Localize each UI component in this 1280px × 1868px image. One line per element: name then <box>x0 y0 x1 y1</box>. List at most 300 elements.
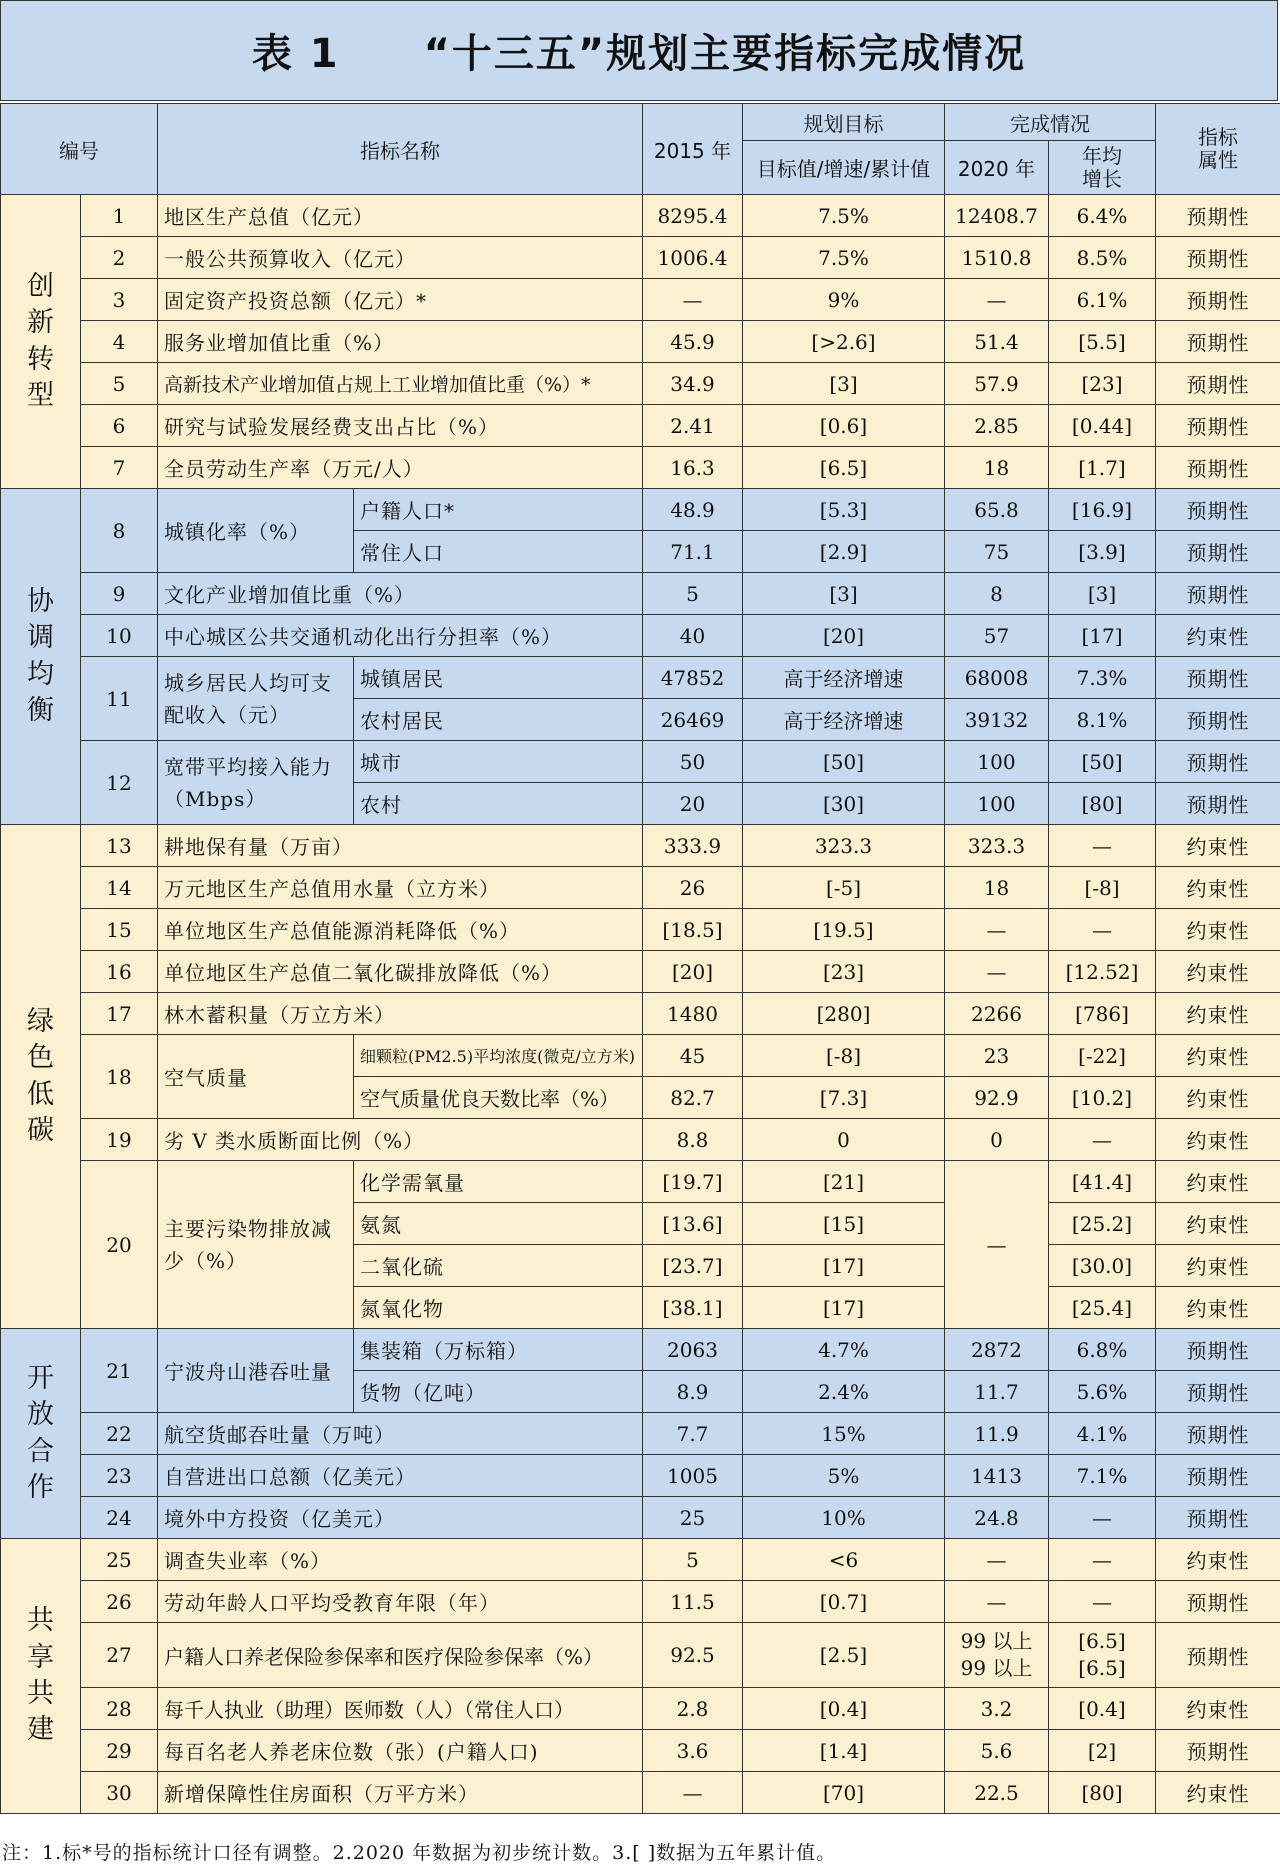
row-target: 10% <box>743 1497 945 1539</box>
row-subname: 细颗粒(PM2.5)平均浓度(微克/立方米) <box>354 1035 643 1077</box>
row-target: 高于经济增速 <box>743 699 945 741</box>
row-2020: — <box>945 279 1049 321</box>
row-target: 高于经济增速 <box>743 657 945 699</box>
row-avg: 7.3% <box>1049 657 1156 699</box>
row-avg: [80] <box>1049 783 1156 825</box>
row-avg: [16.9] <box>1049 489 1156 531</box>
row-no: 7 <box>81 447 158 489</box>
row-attr: 约束性 <box>1156 867 1280 909</box>
row-name: 每千人执业（助理）医师数（人）（常住人口） <box>158 1688 643 1730</box>
table-row <box>1 1455 1280 1497</box>
row-2015: 8295.4 <box>643 195 743 237</box>
row-target: 5% <box>743 1455 945 1497</box>
row-2020: 323.3 <box>945 825 1049 867</box>
table-row <box>1 279 1280 321</box>
row-2020: — <box>945 1539 1049 1581</box>
header-plan: 规划目标 <box>743 104 945 141</box>
row-avg: — <box>1049 1119 1156 1161</box>
row-attr: 约束性 <box>1156 1119 1280 1161</box>
row-avg: 5.6% <box>1049 1371 1156 1413</box>
category-innovation <box>1 195 81 489</box>
row-2015: [19.7] <box>643 1161 743 1203</box>
row-2015: 20 <box>643 783 743 825</box>
row-subname: 城市 <box>354 741 643 783</box>
row-attr: 预期性 <box>1156 699 1280 741</box>
row-target: <6 <box>743 1539 945 1581</box>
row-name: 研究与试验发展经费支出占比（%） <box>158 405 643 447</box>
row-name: 单位地区生产总值二氧化碳排放降低（%） <box>158 951 643 993</box>
row-2020: 2.85 <box>945 405 1049 447</box>
row-name: 空气质量 <box>158 1035 354 1119</box>
category-label: 绿 色 低 碳 <box>27 1005 54 1146</box>
row-name: 每百名老人养老床位数（张）(户籍人口) <box>158 1730 643 1772</box>
table-row <box>1 657 1280 699</box>
row-target: [>2.6] <box>743 321 945 363</box>
row-avg: — <box>1049 1581 1156 1623</box>
row-no: 15 <box>81 909 158 951</box>
row-no: 19 <box>81 1119 158 1161</box>
row-2020: 100 <box>945 783 1049 825</box>
row-avg: [-8] <box>1049 867 1156 909</box>
row-name: 中心城区公共交通机动化出行分担率（%） <box>158 615 643 657</box>
row-2015: 50 <box>643 741 743 783</box>
row-avg: [30.0] <box>1049 1245 1156 1287</box>
row-2015: 16.3 <box>643 447 743 489</box>
row-target: 323.3 <box>743 825 945 867</box>
row-avg: 6.1% <box>1049 279 1156 321</box>
row-name: 境外中方投资（亿美元） <box>158 1497 643 1539</box>
row-attr: 约束性 <box>1156 1035 1280 1077</box>
table-row <box>1 489 1280 531</box>
row-target: [70] <box>743 1772 945 1814</box>
table-row <box>1 1623 1280 1688</box>
row-2015: 2063 <box>643 1329 743 1371</box>
row-2015: 45.9 <box>643 321 743 363</box>
row-name: 自营进出口总额（亿美元） <box>158 1455 643 1497</box>
category-green <box>1 825 81 1329</box>
header-plan-sub: 目标值/增速/累计值 <box>743 141 945 195</box>
row-2020-line: 99 以上 <box>960 1629 1033 1653</box>
row-target: [1.4] <box>743 1730 945 1772</box>
category-label: 创 新 转 型 <box>27 270 54 411</box>
row-avg: — <box>1049 1539 1156 1581</box>
row-2015: 1005 <box>643 1455 743 1497</box>
row-2020: 92.9 <box>945 1077 1049 1119</box>
row-2020: 68008 <box>945 657 1049 699</box>
row-no: 9 <box>81 573 158 615</box>
row-2015: 71.1 <box>643 531 743 573</box>
row-target: [-5] <box>743 867 945 909</box>
row-target: 7.5% <box>743 195 945 237</box>
row-2015: 5 <box>643 573 743 615</box>
row-attr: 预期性 <box>1156 1455 1280 1497</box>
row-attr: 预期性 <box>1156 1730 1280 1772</box>
row-avg: [41.4] <box>1049 1161 1156 1203</box>
row-2020: 39132 <box>945 699 1049 741</box>
row-subname: 户籍人口* <box>354 489 643 531</box>
row-2015: 7.7 <box>643 1413 743 1455</box>
row-name: 全员劳动生产率（万元/人） <box>158 447 643 489</box>
header-attr-line1: 指标 <box>1198 125 1238 149</box>
row-2020: 1413 <box>945 1455 1049 1497</box>
header-done: 完成情况 <box>945 104 1156 141</box>
row-avg: 4.1% <box>1049 1413 1156 1455</box>
table-row <box>1 1539 1280 1581</box>
table-row <box>1 909 1280 951</box>
row-attr: 预期性 <box>1156 321 1280 363</box>
row-target: [17] <box>743 1245 945 1287</box>
row-2020: 3.2 <box>945 1688 1049 1730</box>
row-avg: 8.1% <box>1049 699 1156 741</box>
row-2020: 18 <box>945 867 1049 909</box>
header-2020: 2020 年 <box>945 141 1049 195</box>
row-no: 4 <box>81 321 158 363</box>
row-avg-line: [6.5] <box>1078 1656 1126 1680</box>
row-name: 单位地区生产总值能源消耗降低（%） <box>158 909 643 951</box>
row-2015: 1006.4 <box>643 237 743 279</box>
row-avg: [-22] <box>1049 1035 1156 1077</box>
row-2015: 92.5 <box>643 1623 743 1688</box>
table-row <box>1 1329 1280 1371</box>
row-attr: 预期性 <box>1156 741 1280 783</box>
row-attr: 约束性 <box>1156 1161 1280 1203</box>
row-avg: [12.52] <box>1049 951 1156 993</box>
row-2015: 26469 <box>643 699 743 741</box>
row-2015: 8.8 <box>643 1119 743 1161</box>
row-2020: 51.4 <box>945 321 1049 363</box>
header-name: 指标名称 <box>158 104 643 195</box>
row-attr: 预期性 <box>1156 405 1280 447</box>
category-opening <box>1 1329 81 1539</box>
row-target: 9% <box>743 279 945 321</box>
row-attr: 预期性 <box>1156 657 1280 699</box>
row-name: 固定资产投资总额（亿元）* <box>158 279 643 321</box>
row-2020: — <box>945 1581 1049 1623</box>
table-row <box>1 1730 1280 1772</box>
row-name: 航空货邮吞吐量（万吨） <box>158 1413 643 1455</box>
row-name: 城镇化率（%） <box>158 489 354 573</box>
row-avg: — <box>1049 1497 1156 1539</box>
table-row <box>1 993 1280 1035</box>
row-attr: 约束性 <box>1156 951 1280 993</box>
row-2015: — <box>643 279 743 321</box>
row-subname: 集装箱（万标箱） <box>354 1329 643 1371</box>
row-no: 27 <box>81 1623 158 1688</box>
row-name: 耕地保有量（万亩） <box>158 825 643 867</box>
row-attr: 预期性 <box>1156 1623 1280 1688</box>
row-2020: 18 <box>945 447 1049 489</box>
table-row <box>1 867 1280 909</box>
header-attr-line2: 属性 <box>1198 148 1238 172</box>
row-target: [5.3] <box>743 489 945 531</box>
row-2020: 57.9 <box>945 363 1049 405</box>
row-subname: 农村居民 <box>354 699 643 741</box>
row-attr: 约束性 <box>1156 993 1280 1035</box>
row-2020: 2266 <box>945 993 1049 1035</box>
row-2015: 2.8 <box>643 1688 743 1730</box>
table-row <box>1 237 1280 279</box>
row-target: [0.7] <box>743 1581 945 1623</box>
row-2020: 2872 <box>945 1329 1049 1371</box>
table-row <box>1 825 1280 867</box>
row-avg <box>1049 1623 1156 1688</box>
row-target: 7.5% <box>743 237 945 279</box>
row-name: 宽带平均接入能力（Mbps） <box>158 741 354 825</box>
row-2015: 2.41 <box>643 405 743 447</box>
row-2020: — <box>945 909 1049 951</box>
row-2015: 11.5 <box>643 1581 743 1623</box>
row-target: [30] <box>743 783 945 825</box>
row-2020-line: 99 以上 <box>960 1656 1033 1680</box>
row-target: [2.5] <box>743 1623 945 1688</box>
row-target: 0 <box>743 1119 945 1161</box>
row-no: 1 <box>81 195 158 237</box>
row-2020: 22.5 <box>945 1772 1049 1814</box>
table-row <box>1 573 1280 615</box>
table-row <box>1 1772 1280 1814</box>
row-2020: 1510.8 <box>945 237 1049 279</box>
table-row <box>1 951 1280 993</box>
category-sharing <box>1 1539 81 1814</box>
category-label: 开 放 合 作 <box>27 1362 54 1503</box>
row-attr: 预期性 <box>1156 783 1280 825</box>
row-2020: 11.7 <box>945 1371 1049 1413</box>
table-row <box>1 1497 1280 1539</box>
row-attr: 约束性 <box>1156 1077 1280 1119</box>
row-2020: 11.9 <box>945 1413 1049 1455</box>
row-attr: 约束性 <box>1156 1772 1280 1814</box>
row-subname: 氨氮 <box>354 1203 643 1245</box>
row-target: 4.7% <box>743 1329 945 1371</box>
row-name: 户籍人口养老保险参保率和医疗保险参保率（%） <box>158 1623 643 1688</box>
row-no: 14 <box>81 867 158 909</box>
row-avg: [25.2] <box>1049 1203 1156 1245</box>
row-avg: 8.5% <box>1049 237 1156 279</box>
category-label: 协 调 均 衡 <box>27 585 54 726</box>
row-name: 文化产业增加值比重（%） <box>158 573 643 615</box>
category-coordination <box>1 489 81 825</box>
row-attr: 预期性 <box>1156 1371 1280 1413</box>
row-no: 16 <box>81 951 158 993</box>
table-row <box>1 447 1280 489</box>
row-subname: 农村 <box>354 783 643 825</box>
row-avg: [1.7] <box>1049 447 1156 489</box>
row-2015: 82.7 <box>643 1077 743 1119</box>
row-target: [2.9] <box>743 531 945 573</box>
header-no: 编号 <box>1 104 158 195</box>
row-avg: — <box>1049 825 1156 867</box>
row-avg: [5.5] <box>1049 321 1156 363</box>
row-attr: 约束性 <box>1156 1203 1280 1245</box>
row-target: [0.4] <box>743 1688 945 1730</box>
row-2015: [18.5] <box>643 909 743 951</box>
row-2020: 24.8 <box>945 1497 1049 1539</box>
row-avg: [0.44] <box>1049 405 1156 447</box>
row-subname: 城镇居民 <box>354 657 643 699</box>
row-target: 2.4% <box>743 1371 945 1413</box>
row-no: 2 <box>81 237 158 279</box>
row-name: 地区生产总值（亿元） <box>158 195 643 237</box>
row-name: 服务业增加值比重（%） <box>158 321 643 363</box>
row-target: [6.5] <box>743 447 945 489</box>
table-row <box>1 195 1280 237</box>
row-target: [20] <box>743 615 945 657</box>
row-2015: 5 <box>643 1539 743 1581</box>
row-target: 15% <box>743 1413 945 1455</box>
row-attr: 预期性 <box>1156 279 1280 321</box>
row-attr: 约束性 <box>1156 615 1280 657</box>
row-name: 万元地区生产总值用水量（立方米） <box>158 867 643 909</box>
row-no: 20 <box>81 1161 158 1329</box>
header-avg-line1: 年均 <box>1082 143 1122 168</box>
row-target: [280] <box>743 993 945 1035</box>
row-target: [15] <box>743 1203 945 1245</box>
row-no: 6 <box>81 405 158 447</box>
row-attr: 预期性 <box>1156 1413 1280 1455</box>
row-2020: 0 <box>945 1119 1049 1161</box>
category-label: 共 享 共 建 <box>27 1605 54 1746</box>
row-no: 28 <box>81 1688 158 1730</box>
row-name: 宁波舟山港吞吐量 <box>158 1329 354 1413</box>
row-avg: [10.2] <box>1049 1077 1156 1119</box>
row-target: [-8] <box>743 1035 945 1077</box>
row-2020: — <box>945 1161 1049 1329</box>
row-2015: [13.6] <box>643 1203 743 1245</box>
row-avg-line: [6.5] <box>1078 1629 1126 1653</box>
row-target: [21] <box>743 1161 945 1203</box>
row-2020: 100 <box>945 741 1049 783</box>
header-attr <box>1156 104 1280 195</box>
row-target: [3] <box>743 363 945 405</box>
row-avg: [25.4] <box>1049 1287 1156 1329</box>
row-target: [7.3] <box>743 1077 945 1119</box>
row-no: 24 <box>81 1497 158 1539</box>
row-name: 林木蓄积量（万立方米） <box>158 993 643 1035</box>
row-2015: [20] <box>643 951 743 993</box>
row-attr: 约束性 <box>1156 1688 1280 1730</box>
row-no: 29 <box>81 1730 158 1772</box>
table-row <box>1 1581 1280 1623</box>
table-row <box>1 1161 1280 1203</box>
row-no: 22 <box>81 1413 158 1455</box>
row-avg: — <box>1049 909 1156 951</box>
row-no: 25 <box>81 1539 158 1581</box>
row-attr: 约束性 <box>1156 825 1280 867</box>
row-no: 3 <box>81 279 158 321</box>
row-avg: [80] <box>1049 1772 1156 1814</box>
row-2020: — <box>945 951 1049 993</box>
row-target: [0.6] <box>743 405 945 447</box>
row-attr: 预期性 <box>1156 363 1280 405</box>
header-avg-line2: 增长 <box>1082 166 1122 191</box>
row-subname: 化学需氧量 <box>354 1161 643 1203</box>
row-attr: 预期性 <box>1156 531 1280 573</box>
row-attr: 预期性 <box>1156 489 1280 531</box>
row-attr: 预期性 <box>1156 1329 1280 1371</box>
row-2020: 12408.7 <box>945 195 1049 237</box>
row-subname: 二氧化硫 <box>354 1245 643 1287</box>
row-2015: 48.9 <box>643 489 743 531</box>
row-attr: 预期性 <box>1156 573 1280 615</box>
row-2020: 75 <box>945 531 1049 573</box>
row-avg: [17] <box>1049 615 1156 657</box>
table-title: 表 1 “十三五”规划主要指标完成情况 <box>0 0 1278 101</box>
row-2015: 25 <box>643 1497 743 1539</box>
row-2015: 8.9 <box>643 1371 743 1413</box>
row-subname: 氮氧化物 <box>354 1287 643 1329</box>
row-target: [50] <box>743 741 945 783</box>
table-row <box>1 615 1280 657</box>
row-2020 <box>945 1623 1049 1688</box>
row-no: 10 <box>81 615 158 657</box>
row-no: 21 <box>81 1329 158 1413</box>
row-no: 26 <box>81 1581 158 1623</box>
row-avg: [3.9] <box>1049 531 1156 573</box>
row-2015: 40 <box>643 615 743 657</box>
row-2015: [38.1] <box>643 1287 743 1329</box>
row-avg: 6.8% <box>1049 1329 1156 1371</box>
row-avg: [23] <box>1049 363 1156 405</box>
row-avg: 6.4% <box>1049 195 1156 237</box>
row-2015: — <box>643 1772 743 1814</box>
row-attr: 约束性 <box>1156 909 1280 951</box>
row-name: 劳动年龄人口平均受教育年限（年） <box>158 1581 643 1623</box>
row-2015: 333.9 <box>643 825 743 867</box>
row-no: 30 <box>81 1772 158 1814</box>
row-no: 12 <box>81 741 158 825</box>
row-2015: 45 <box>643 1035 743 1077</box>
header-avg <box>1049 141 1156 195</box>
row-attr: 预期性 <box>1156 1497 1280 1539</box>
row-subname: 空气质量优良天数比率（%） <box>354 1077 643 1119</box>
row-attr: 约束性 <box>1156 1539 1280 1581</box>
row-2015: 1480 <box>643 993 743 1035</box>
row-2015: 26 <box>643 867 743 909</box>
row-no: 17 <box>81 993 158 1035</box>
footnote: 注：1.标*号的指标统计口径有调整。2.2020 年数据为初步统计数。3.[ ]数据为五年累计值。 <box>2 1842 837 1864</box>
row-name: 城乡居民人均可支配收入（元） <box>158 657 354 741</box>
table-row <box>1 741 1280 783</box>
row-attr: 预期性 <box>1156 1581 1280 1623</box>
row-attr: 预期性 <box>1156 447 1280 489</box>
row-attr: 约束性 <box>1156 1245 1280 1287</box>
row-attr: 预期性 <box>1156 237 1280 279</box>
row-target: [3] <box>743 573 945 615</box>
row-no: 11 <box>81 657 158 741</box>
row-name: 劣 V 类水质断面比例（%） <box>158 1119 643 1161</box>
table-row <box>1 1413 1280 1455</box>
row-name: 一般公共预算收入（亿元） <box>158 237 643 279</box>
row-subname: 货物（亿吨） <box>354 1371 643 1413</box>
row-no: 5 <box>81 363 158 405</box>
row-name: 调查失业率（%） <box>158 1539 643 1581</box>
row-no: 13 <box>81 825 158 867</box>
table-row <box>1 405 1280 447</box>
row-no: 8 <box>81 489 158 573</box>
row-avg: 7.1% <box>1049 1455 1156 1497</box>
row-name: 新增保障性住房面积（万平方米） <box>158 1772 643 1814</box>
row-target: [19.5] <box>743 909 945 951</box>
row-2020: 57 <box>945 615 1049 657</box>
header-2015: 2015 年 <box>643 104 743 195</box>
indicator-table <box>0 103 1280 1814</box>
row-no: 18 <box>81 1035 158 1119</box>
table-row <box>1 321 1280 363</box>
row-name: 高新技术产业增加值占规上工业增加值比重（%）* <box>158 363 643 405</box>
row-2015: 47852 <box>643 657 743 699</box>
row-avg: [3] <box>1049 573 1156 615</box>
row-name: 主要污染物排放减少（%） <box>158 1161 354 1329</box>
